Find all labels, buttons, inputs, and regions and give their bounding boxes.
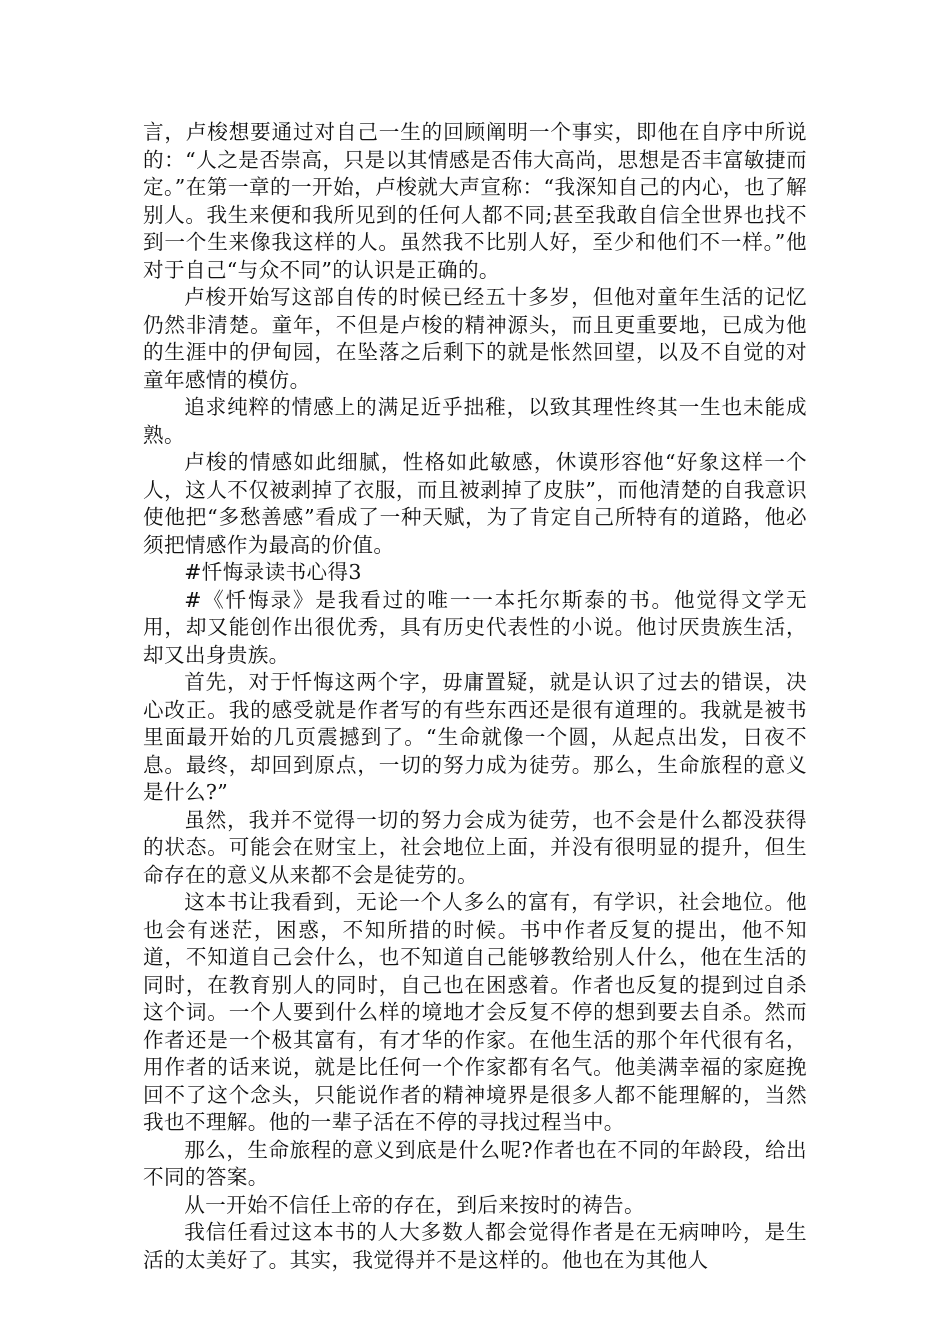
section-heading: #忏悔录读书心得3 <box>184 560 362 584</box>
paragraph: 卢梭开始写这部自传的时候已经五十多岁，但他对童年生活的记忆仍然非清楚。童年，不但是卢梭的精神源头，而且更重要地，已成为他的生涯中的伊甸园，在坠落之后剩下的就是怅然回望，以及不自觉的对童年感情的模仿。 <box>143 285 807 392</box>
paragraph: 首先，对于忏悔这两个字，毋庸置疑，就是认识了过去的错误，决心改正。我的感受就是作者写的有些东西还是很有道理的。我就是被书里面最开始的几页震撼到了。“生命就像一个圆，从起点出发，日夜不息。最终，却回到原点，一切的努力成为徒劳。那么，生命旅程的意义是什么?” <box>143 670 807 804</box>
paragraph: 这本书让我看到，无论一个人多么的富有，有学识，社会地位。他也会有迷茫，困惑，不知所措的时候。书中作者反复的提出，他不知道，不知道自己会什么，也不知道自己能够教给别人什么，他在生活的同时，在教育别人的同时，自己也在困惑着。作者也反复的提到过自杀这个词。一个人要到什么样的境地才会反复不停的想到要去自杀。然而作者还是一个极其富有，有才华的作家。在他生活的那个年代很有名，用作者的话来说，就是比任何一个作家都有名气。他美满幸福的家庭挽回不了这个念头，只能说作者的精神境界是很多人都不能理解的，当然我也不理解。他的一辈子活在不停的寻找过程当中。 <box>143 890 807 1134</box>
paragraph: 追求纯粹的情感上的满足近乎拙稚，以致其理性终其一生也未能成熟。 <box>143 395 807 447</box>
paragraph: 卢梭的情感如此细腻，性格如此敏感，休谟形容他“好象这样一个人，这人不仅被剥掉了衣服，而且被剥掉了皮肤”，而他清楚的自我意识使他把“多愁善感”看成了一种天赋，为了肯定自己所特有的道路，他必须把情感作为最高的价值。 <box>143 450 807 557</box>
paragraph: 我信任看过这本书的人大多数人都会觉得作者是在无病呻吟，是生活的太美好了。其实，我觉得并不是这样的。他也在为其他人 <box>143 1220 807 1272</box>
document-body <box>143 119 807 1274</box>
paragraph: 虽然，我并不觉得一切的努力会成为徒劳，也不会是什么都没获得的状态。可能会在财宝上，社会地位上面，并没有很明显的提升，但生命存在的意义从来都不会是徒劳的。 <box>143 807 807 887</box>
paragraph: 那么，生命旅程的意义到底是什么呢?作者也在不同的年龄段，给出不同的答案。 <box>143 1137 807 1189</box>
paragraph: 言，卢梭想要通过对自己一生的回顾阐明一个事实，即他在自序中所说的：“人之是否崇高，只是以其情感是否伟大高尚，思想是否丰富敏捷而定。”在第一章的一开始，卢梭就大声宣称：“我深知自己的内心，也了解别人。我生来便和我所见到的任何人都不同;甚至我敢自信全世界也找不到一个生来像我这样的人。虽然我不比别人好，至少和他们不一样。”他对于自己“与众不同”的认识是正确的。 <box>143 120 807 282</box>
paragraph: #《忏悔录》是我看过的唯一一本托尔斯泰的书。他觉得文学无用，却又能创作出很优秀，具有历史代表性的小说。他讨厌贵族生活，却又出身贵族。 <box>143 587 807 667</box>
paragraph: 从一开始不信任上帝的存在，到后来按时的祷告。 <box>184 1192 645 1217</box>
